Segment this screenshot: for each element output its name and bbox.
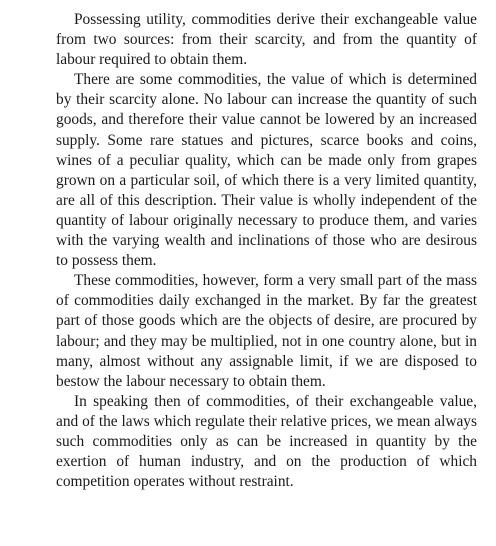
paragraph-3: These commodities, however, form a very small part of the mass of commodities daily exchanged in the market. By far the greatest part of those goods which are the objects of desire, are procured by labour; and they may be multiplied, not in one country alone, but in many, almost without any assignable limit, if we are disposed to bestow the labour necessary to obtain them. [56,272,477,390]
paragraph-1: Possessing utility, commodities derive their exchangeable value from two sources: from their scarcity, and from the quantity of labour required to obtain them. [56,11,477,69]
paragraph-4: In speaking then of commodities, of their exchangeable value, and of the laws which regulate their relative prices, we mean always such commodities only as can be increased in quantity by the exertion of human industry, and on the production of which competition operates without restraint. [56,392,477,491]
paragraph-2: There are some commodities, the value of which is determined by their scarcity alone. No labour can increase the quantity of such goods, and therefore their value cannot be lowered by an increased supply. Some rare statues and pictures, scarce books and coins, wines of a peculiar quality, which can be made only from grapes grown on a particular soil, of which there is a very limited quantity, are all of this description. Their value is wholly independent of the quantity of labour originally necessary to produce them, and varies with the varying wealth and inclinations of those who are desirous to possess them. [56,71,477,270]
